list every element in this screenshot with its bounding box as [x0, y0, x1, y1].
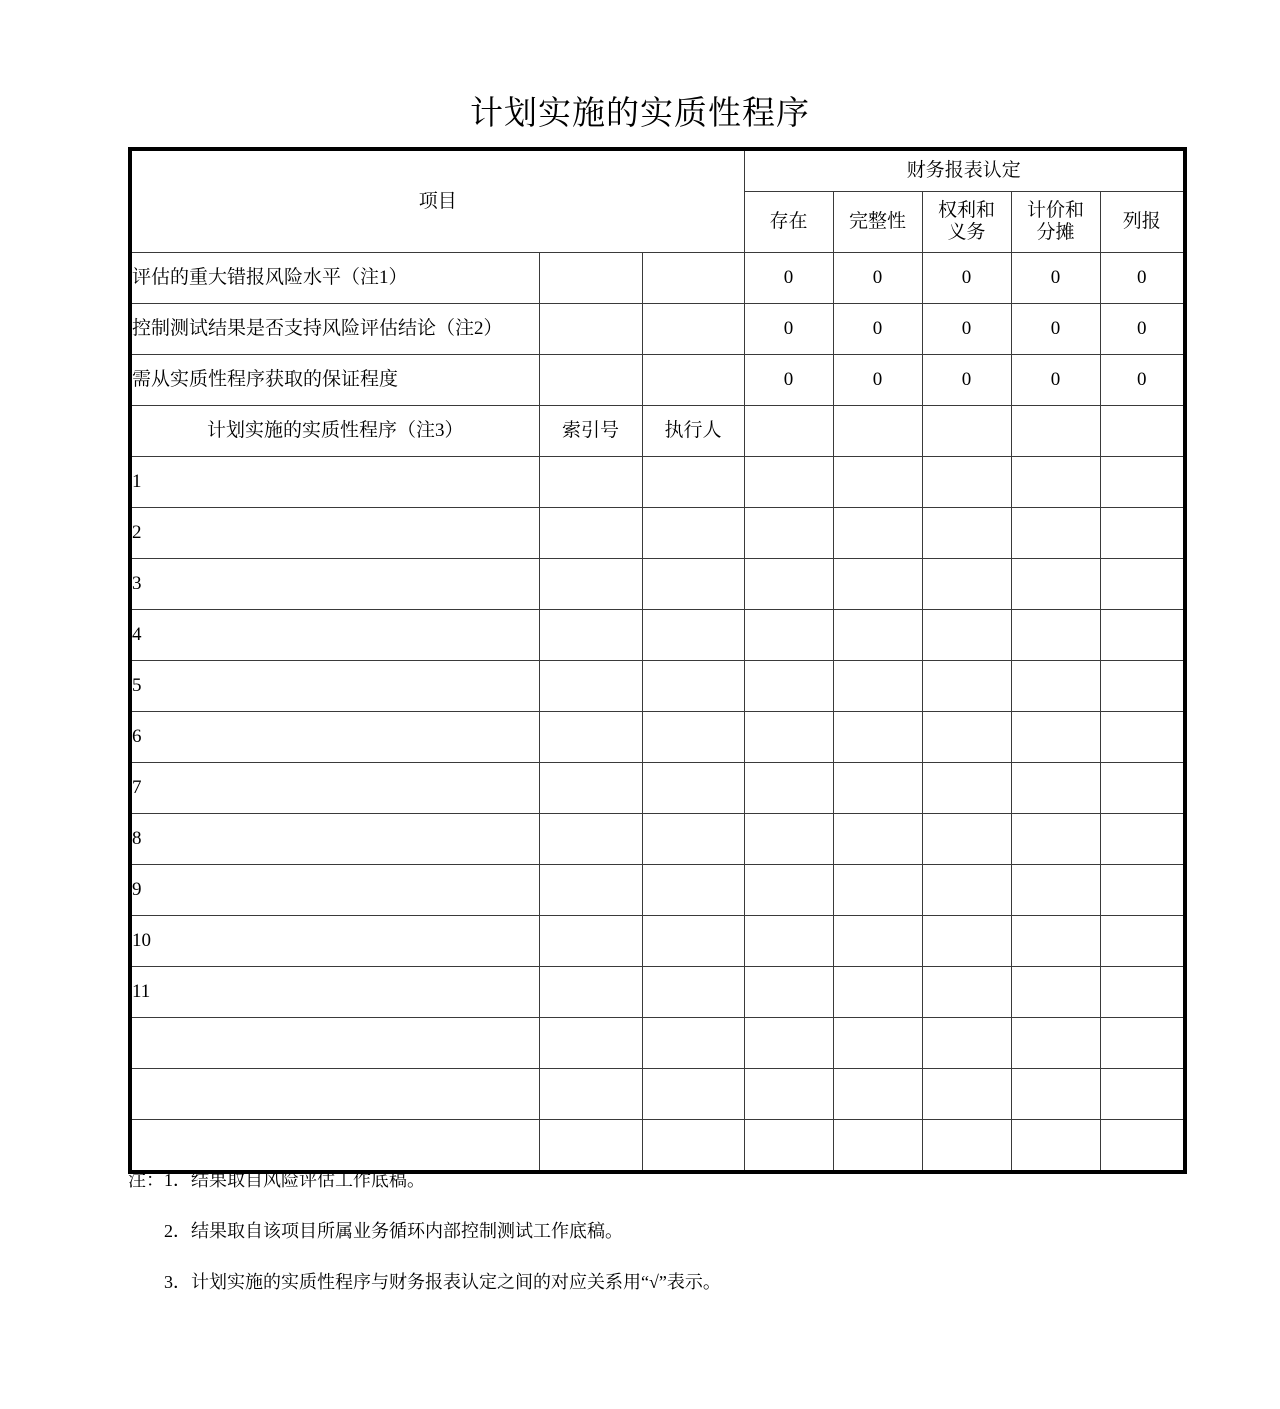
procedure-valuation[interactable] — [1011, 1018, 1100, 1069]
procedure-performer[interactable] — [642, 712, 744, 763]
header-item-cell: 项目 — [130, 149, 744, 253]
procedure-valuation[interactable] — [1011, 559, 1100, 610]
procedure-completeness[interactable] — [833, 559, 922, 610]
note-3: 3．计划实施的实质性程序与财务报表认定之间的对应关系用“√”表示。 — [164, 1272, 721, 1293]
procedure-existence[interactable] — [744, 967, 833, 1018]
procedure-rights[interactable] — [922, 865, 1011, 916]
procedure-presentation[interactable] — [1100, 1120, 1185, 1173]
procedure-presentation[interactable] — [1100, 967, 1185, 1018]
table-row — [130, 253, 1185, 304]
table-row — [130, 457, 1185, 508]
risk-level-completeness[interactable]: 0 — [833, 253, 922, 304]
procedure-presentation[interactable] — [1100, 610, 1185, 661]
table-row — [130, 304, 1185, 355]
procedure-rights[interactable] — [922, 916, 1011, 967]
procedure-completeness[interactable] — [833, 763, 922, 814]
procedure-performer[interactable] — [642, 457, 744, 508]
procedure-valuation[interactable] — [1011, 712, 1100, 763]
procedure-index[interactable] — [539, 508, 642, 559]
header-assertion-presentation: 列报 — [1100, 192, 1185, 253]
procedure-no[interactable] — [130, 1120, 539, 1173]
procedure-valuation[interactable] — [1011, 865, 1100, 916]
table-row — [130, 1018, 1185, 1069]
header-assertion-valuation-allocation: 计价和 分摊 — [1011, 192, 1100, 253]
procedure-no[interactable]: 4 — [130, 610, 539, 661]
table-row — [130, 865, 1185, 916]
procedure-completeness[interactable] — [833, 1069, 922, 1120]
table-row — [130, 712, 1185, 763]
table-row — [130, 355, 1185, 406]
control-test-label: 控制测试结果是否支持风险评估结论（注2） — [130, 304, 539, 355]
procedure-index[interactable] — [539, 661, 642, 712]
table-row — [130, 1120, 1185, 1173]
procedure-no[interactable]: 8 — [130, 814, 539, 865]
risk-level-presentation[interactable]: 0 — [1100, 253, 1185, 304]
substantive-procedures-table-wrap — [128, 147, 1183, 1174]
procedure-valuation[interactable] — [1011, 1069, 1100, 1120]
procedure-presentation[interactable] — [1100, 457, 1185, 508]
procedure-valuation[interactable] — [1011, 610, 1100, 661]
procedure-no[interactable]: 11 — [130, 967, 539, 1018]
control-test-presentation[interactable]: 0 — [1100, 304, 1185, 355]
risk-level-label: 评估的重大错报风险水平（注1） — [130, 253, 539, 304]
control-test-performer[interactable] — [642, 304, 744, 355]
procedure-no[interactable]: 5 — [130, 661, 539, 712]
header-assertion-existence: 存在 — [744, 192, 833, 253]
procedures-subheader-index: 索引号 — [539, 406, 642, 457]
table-row — [130, 763, 1185, 814]
procedure-rights[interactable] — [922, 712, 1011, 763]
table-row — [130, 916, 1185, 967]
procedure-performer[interactable] — [642, 610, 744, 661]
procedure-presentation[interactable] — [1100, 763, 1185, 814]
procedure-presentation[interactable] — [1100, 661, 1185, 712]
notes-section — [128, 1168, 1188, 1322]
procedure-rights[interactable] — [922, 559, 1011, 610]
header-assertion-rights-obligations: 权利和 义务 — [922, 192, 1011, 253]
risk-level-valuation[interactable]: 0 — [1011, 253, 1100, 304]
procedure-index[interactable] — [539, 763, 642, 814]
procedure-rights[interactable] — [922, 457, 1011, 508]
table-row — [130, 508, 1185, 559]
procedure-performer[interactable] — [642, 1018, 744, 1069]
procedure-completeness[interactable] — [833, 457, 922, 508]
assurance-level-label: 需从实质性程序获取的保证程度 — [130, 355, 539, 406]
procedure-rights[interactable] — [922, 814, 1011, 865]
procedure-index[interactable] — [539, 967, 642, 1018]
substantive-procedures-table — [128, 147, 1187, 1174]
procedure-performer[interactable] — [642, 661, 744, 712]
procedure-rights[interactable] — [922, 1018, 1011, 1069]
procedure-existence[interactable] — [744, 916, 833, 967]
procedure-index[interactable] — [539, 865, 642, 916]
procedure-index[interactable] — [539, 1018, 642, 1069]
procedure-existence[interactable] — [744, 1018, 833, 1069]
procedure-index[interactable] — [539, 916, 642, 967]
procedure-existence[interactable] — [744, 763, 833, 814]
procedure-completeness[interactable] — [833, 916, 922, 967]
risk-level-index[interactable] — [539, 253, 642, 304]
procedure-performer[interactable] — [642, 865, 744, 916]
table-row — [130, 1069, 1185, 1120]
procedure-presentation[interactable] — [1100, 916, 1185, 967]
procedures-subheader-presentation — [1100, 406, 1185, 457]
procedure-no[interactable]: 2 — [130, 508, 539, 559]
procedure-index[interactable] — [539, 457, 642, 508]
procedure-rights[interactable] — [922, 1120, 1011, 1173]
procedure-existence[interactable] — [744, 661, 833, 712]
risk-level-performer[interactable] — [642, 253, 744, 304]
assurance-level-index[interactable] — [539, 355, 642, 406]
control-test-valuation[interactable]: 0 — [1011, 304, 1100, 355]
procedure-existence[interactable] — [744, 865, 833, 916]
procedure-presentation[interactable] — [1100, 508, 1185, 559]
procedure-completeness[interactable] — [833, 508, 922, 559]
procedure-valuation[interactable] — [1011, 916, 1100, 967]
risk-level-rights[interactable]: 0 — [922, 253, 1011, 304]
assurance-level-rights[interactable]: 0 — [922, 355, 1011, 406]
procedure-performer[interactable] — [642, 916, 744, 967]
procedure-rights[interactable] — [922, 763, 1011, 814]
procedure-valuation[interactable] — [1011, 967, 1100, 1018]
risk-level-existence[interactable]: 0 — [744, 253, 833, 304]
procedure-presentation[interactable] — [1100, 1018, 1185, 1069]
procedure-performer[interactable] — [642, 814, 744, 865]
procedures-subheader-performer: 执行人 — [642, 406, 744, 457]
procedure-rights[interactable] — [922, 661, 1011, 712]
procedure-index[interactable] — [539, 712, 642, 763]
procedure-presentation[interactable] — [1100, 1069, 1185, 1120]
procedure-index[interactable] — [539, 610, 642, 661]
table-header-row-1 — [130, 149, 1185, 192]
procedures-subheader-row — [130, 406, 1185, 457]
page-title: 计划实施的实质性程序 — [470, 96, 810, 132]
procedure-valuation[interactable] — [1011, 457, 1100, 508]
control-test-existence[interactable]: 0 — [744, 304, 833, 355]
procedures-subheader-existence — [744, 406, 833, 457]
procedures-subheader-valuation — [1011, 406, 1100, 457]
table-row — [130, 814, 1185, 865]
procedure-no[interactable]: 9 — [130, 865, 539, 916]
procedure-completeness[interactable] — [833, 865, 922, 916]
assurance-level-completeness[interactable]: 0 — [833, 355, 922, 406]
procedure-valuation[interactable] — [1011, 661, 1100, 712]
procedure-presentation[interactable] — [1100, 712, 1185, 763]
procedure-performer[interactable] — [642, 967, 744, 1018]
procedure-performer[interactable] — [642, 763, 744, 814]
procedure-performer[interactable] — [642, 508, 744, 559]
procedures-subheader-label: 计划实施的实质性程序（注3） — [130, 406, 539, 457]
assurance-level-valuation[interactable]: 0 — [1011, 355, 1100, 406]
procedure-index[interactable] — [539, 1120, 642, 1173]
header-assertion-group-cell: 财务报表认定 — [744, 149, 1185, 192]
procedure-completeness[interactable] — [833, 814, 922, 865]
procedure-rights[interactable] — [922, 967, 1011, 1018]
assurance-level-presentation[interactable]: 0 — [1100, 355, 1185, 406]
procedure-rights[interactable] — [922, 1069, 1011, 1120]
procedure-completeness[interactable] — [833, 610, 922, 661]
procedure-valuation[interactable] — [1011, 814, 1100, 865]
procedure-existence[interactable] — [744, 712, 833, 763]
control-test-index[interactable] — [539, 304, 642, 355]
procedure-no[interactable]: 3 — [130, 559, 539, 610]
procedure-valuation[interactable] — [1011, 1120, 1100, 1173]
procedure-existence[interactable] — [744, 559, 833, 610]
note-2: 2．结果取自该项目所属业务循环内部控制测试工作底稿。 — [164, 1221, 623, 1242]
procedure-index[interactable] — [539, 1069, 642, 1120]
procedure-performer[interactable] — [642, 1069, 744, 1120]
table-body — [130, 149, 1185, 1172]
procedure-existence[interactable] — [744, 1120, 833, 1173]
procedure-completeness[interactable] — [833, 712, 922, 763]
procedure-presentation[interactable] — [1100, 865, 1185, 916]
control-test-rights[interactable]: 0 — [922, 304, 1011, 355]
procedure-valuation[interactable] — [1011, 508, 1100, 559]
procedure-index[interactable] — [539, 559, 642, 610]
procedures-subheader-rights — [922, 406, 1011, 457]
table-row — [130, 967, 1185, 1018]
procedure-valuation[interactable] — [1011, 763, 1100, 814]
procedure-no[interactable]: 6 — [130, 712, 539, 763]
procedure-presentation[interactable] — [1100, 814, 1185, 865]
procedure-existence[interactable] — [744, 508, 833, 559]
procedure-performer[interactable] — [642, 1120, 744, 1173]
procedure-existence[interactable] — [744, 1069, 833, 1120]
procedures-subheader-completeness — [833, 406, 922, 457]
procedure-completeness[interactable] — [833, 1018, 922, 1069]
procedure-presentation[interactable] — [1100, 559, 1185, 610]
procedure-no[interactable]: 7 — [130, 763, 539, 814]
procedure-existence[interactable] — [744, 814, 833, 865]
header-assertion-completeness: 完整性 — [833, 192, 922, 253]
procedure-no[interactable]: 10 — [130, 916, 539, 967]
table-row — [130, 661, 1185, 712]
procedure-performer[interactable] — [642, 559, 744, 610]
table-row — [130, 559, 1185, 610]
procedure-no[interactable] — [130, 1069, 539, 1120]
procedure-index[interactable] — [539, 814, 642, 865]
procedure-existence[interactable] — [744, 610, 833, 661]
control-test-completeness[interactable]: 0 — [833, 304, 922, 355]
assurance-level-existence[interactable]: 0 — [744, 355, 833, 406]
note-1: 注：1．结果取自风险评估工作底稿。 — [128, 1170, 425, 1190]
assurance-level-performer[interactable] — [642, 355, 744, 406]
table-row — [130, 610, 1185, 661]
procedure-completeness[interactable] — [833, 1120, 922, 1173]
procedure-no[interactable]: 1 — [130, 457, 539, 508]
procedure-rights[interactable] — [922, 610, 1011, 661]
procedure-no[interactable] — [130, 1018, 539, 1069]
procedure-existence[interactable] — [744, 457, 833, 508]
procedure-completeness[interactable] — [833, 661, 922, 712]
procedure-completeness[interactable] — [833, 967, 922, 1018]
procedure-rights[interactable] — [922, 508, 1011, 559]
